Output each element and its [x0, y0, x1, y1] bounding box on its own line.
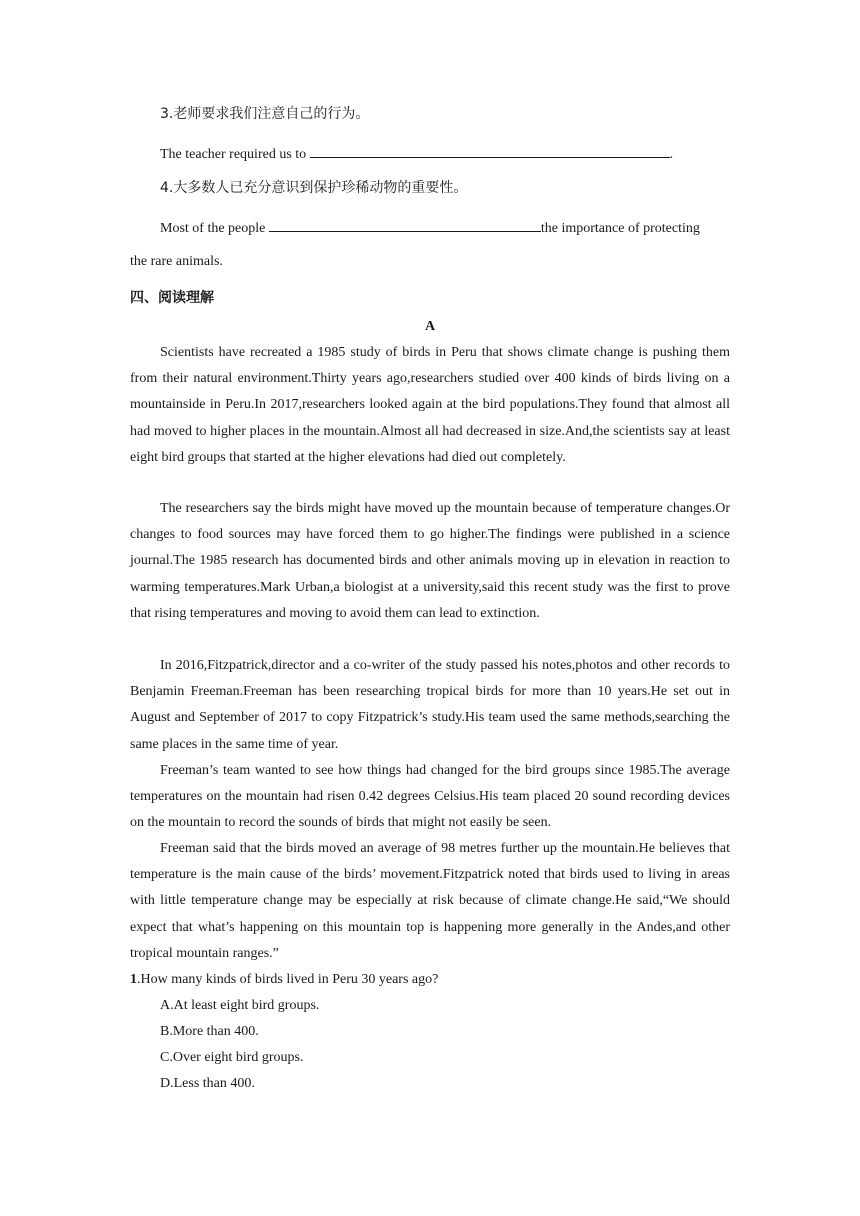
option-d[interactable]: D.Less than 400.	[160, 1076, 255, 1091]
option-c[interactable]: C.Over eight bird groups.	[160, 1050, 304, 1065]
question-text: .How many kinds of birds lived in Peru 30 years ago?	[137, 972, 439, 987]
passage-paragraph-3: In 2016,Fitzpatrick,director and a co-writer of the study passed his notes,photos and other records to Benjamin Freeman.Freeman has been researching tropical birds for more than 10 years.He set out in August and September of 2017 to copy Fitzpatrick’s study.His team used the same methods,searching the same places in the same time of year.	[130, 658, 730, 752]
passage-paragraph-1: Scientists have recreated a 1985 study of birds in Peru that shows climate change is pushing them from their natural environment.Thirty years ago,researchers studied over 400 kinds of birds living on a mountainside in Peru.In 2017,researchers looked again at the bird populations.They found that almost all had moved to higher places in the mountain.Almost all had decreased in size.And,the scientists say at least eight bird groups that started at the higher elevations had died out completely.	[130, 345, 730, 465]
exercise-4-prompt: Most of the people	[160, 221, 269, 236]
question-1	[130, 970, 438, 990]
passage-label: A	[424, 319, 436, 334]
exercise-4-chinese: 4.大多数人已充分意识到保护珍稀动物的重要性。	[160, 180, 468, 196]
exercise-3-english	[160, 143, 673, 165]
passage-paragraph-2: The researchers say the birds might have moved up the mountain because of temperature changes.Or changes to food sources may have forced them to go higher.The findings were published in a science journal.The 1985 research has documented birds and other animals moving up in elevation in reaction to warming temperatures.Mark Urban,a biologist at a university,said this recent study was the first to prove that rising temperatures and moving to avoid them can lead to extinction.	[130, 501, 730, 621]
exercise-3-answer-blank[interactable]	[310, 143, 670, 158]
exercise-3-chinese: 3.老师要求我们注意自己的行为。	[160, 106, 370, 122]
exercise-3-period: .	[669, 147, 674, 162]
passage-paragraph-5: Freeman said that the birds moved an average of 98 metres further up the mountain.He believes that temperature is the main cause of the birds’ movement.Fitzpatrick noted that birds used to living in areas with little temperature change may be especially at risk because of climate change.He said,“We should expect that what’s happening on this mountain top is happening more generally in the Andes,and other tropical mountain ranges.”	[130, 841, 730, 961]
exercise-4-english	[160, 217, 700, 239]
question-number: 1	[130, 972, 137, 987]
exercise-4-english-cont: the rare animals.	[130, 254, 223, 269]
exercise-4-continuation: the importance of protecting	[540, 221, 700, 236]
option-a[interactable]: A.At least eight bird groups.	[160, 998, 320, 1013]
section-title: 四、阅读理解	[130, 290, 214, 306]
exercise-4-answer-blank[interactable]	[269, 217, 541, 232]
option-b[interactable]: B.More than 400.	[160, 1024, 259, 1039]
exercise-3-prompt: The teacher required us to	[160, 147, 310, 162]
passage-paragraph-4: Freeman’s team wanted to see how things had changed for the bird groups since 1985.The average temperatures on the mountain had risen 0.42 degrees Celsius.His team placed 20 sound recording devices on the mountain to record the sounds of birds that might not easily be seen.	[130, 763, 730, 831]
